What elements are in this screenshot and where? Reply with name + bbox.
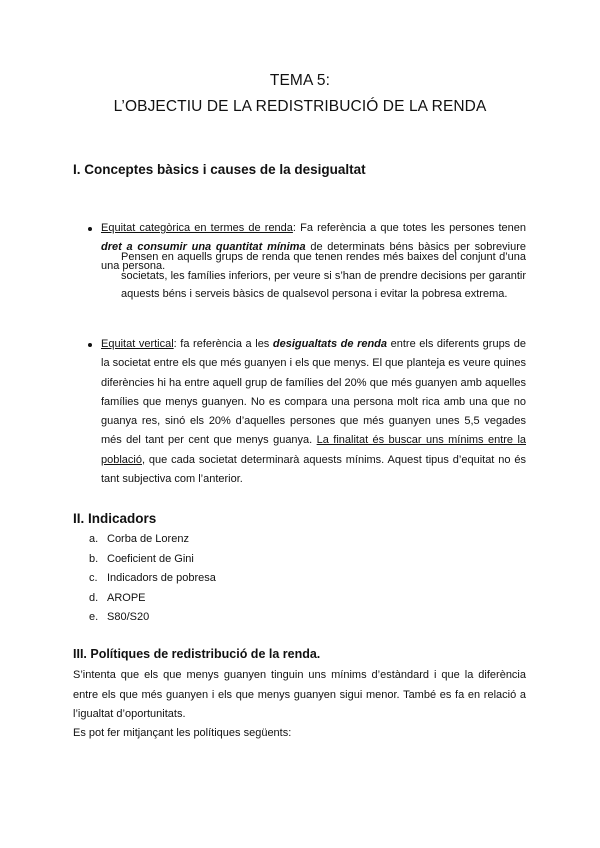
bullet-1-emphasis: dret a consumir una quantitat mínima [101,241,306,253]
list-item [89,608,216,628]
bullet-2-text [101,335,526,489]
bullet-1-text-a: : Fa referència a que totes les persones tenen [292,222,526,234]
list-item [89,550,216,570]
bullet-2-emphasis: desigualtats de renda [272,338,388,350]
bullet-1-subparagraph: Pensen en aquells grups de renda que tenen rendes més baixes del conjunt d’una societats, les famílies inferiors, per veure si s’han de prendre decisions per garantir aquests béns i serveis bàsics de qualsevol persona i evitar la pobresa extrema. [121,251,526,300]
section-3-heading: III. Polítiques de redistribució de la renda. [73,647,321,661]
list-item [89,530,216,550]
section-3-paragraph: S’intenta que els que menys guanyen tinguin uns mínims d’estàndard i que la diferència entre els que més guanyen i els que menys guanyen sigui menor. També es fa en relació a l’igualtat d’oportunitats. [73,669,526,720]
bullet-1-term: Equitat categòrica en termes de renda [101,222,293,234]
bullet-1-marker [88,227,92,231]
bullet-2-text-b: entre els diferents grups de la societat entre els que més guanyen i els que menys. El que planteja es veure quines diferències hi ha entre aquell grup de famílies del 20% que més guanyen amb aquelles famílies que menys guanyen. No es compara una persona molt rica amb una que no guanya res, sinó els 20% d’aquelles persones que més guanyen unes 5,5 vegades més del tant per cent que menys guanya. [101,338,526,447]
list-item-label: e. [89,611,99,623]
title-line-1: TEMA 5: [269,72,331,89]
list-item-label: d. [89,591,99,604]
bullet-2-marker [88,343,92,347]
title-line-2: L’OBJECTIU DE LA REDISTRIBUCIÓ DE LA RENDA [113,98,487,115]
indicators-list [89,530,216,628]
bullet-2-text-c: , que cada societat determinarà aquests mínims. Aquest tipus d’equitat no és tant subjectiva com l’anterior. [101,453,526,486]
bullet-2-text-a: : fa referència a les [173,338,273,350]
list-item [89,589,216,609]
list-item-text: Coeficient de Gini [107,552,194,565]
section-1-heading: I. Conceptes bàsics i causes de la desigualtat [73,162,366,177]
list-item-label: b. [89,552,99,565]
list-item-text: Corba de Lorenz [107,533,189,545]
section-3-paragraph-2: Es pot fer mitjançant les polítiques següents: [73,727,292,739]
bullet-1-text-b: de determinats béns bàsics per sobreviure una persona. [101,241,526,272]
list-item-label: a. [89,533,99,545]
list-item-text: S80/S20 [107,611,150,623]
list-item-text: Indicadors de pobresa [107,572,216,584]
list-item-text: AROPE [107,591,146,604]
bullet-2-underlined: La finalitat és buscar uns mínims entre la població [101,434,527,466]
list-item-label: c. [89,572,98,584]
bullet-2-term: Equitat vertical [101,338,174,350]
section-2-heading: II. Indicadors [73,511,157,526]
list-item [89,569,216,589]
